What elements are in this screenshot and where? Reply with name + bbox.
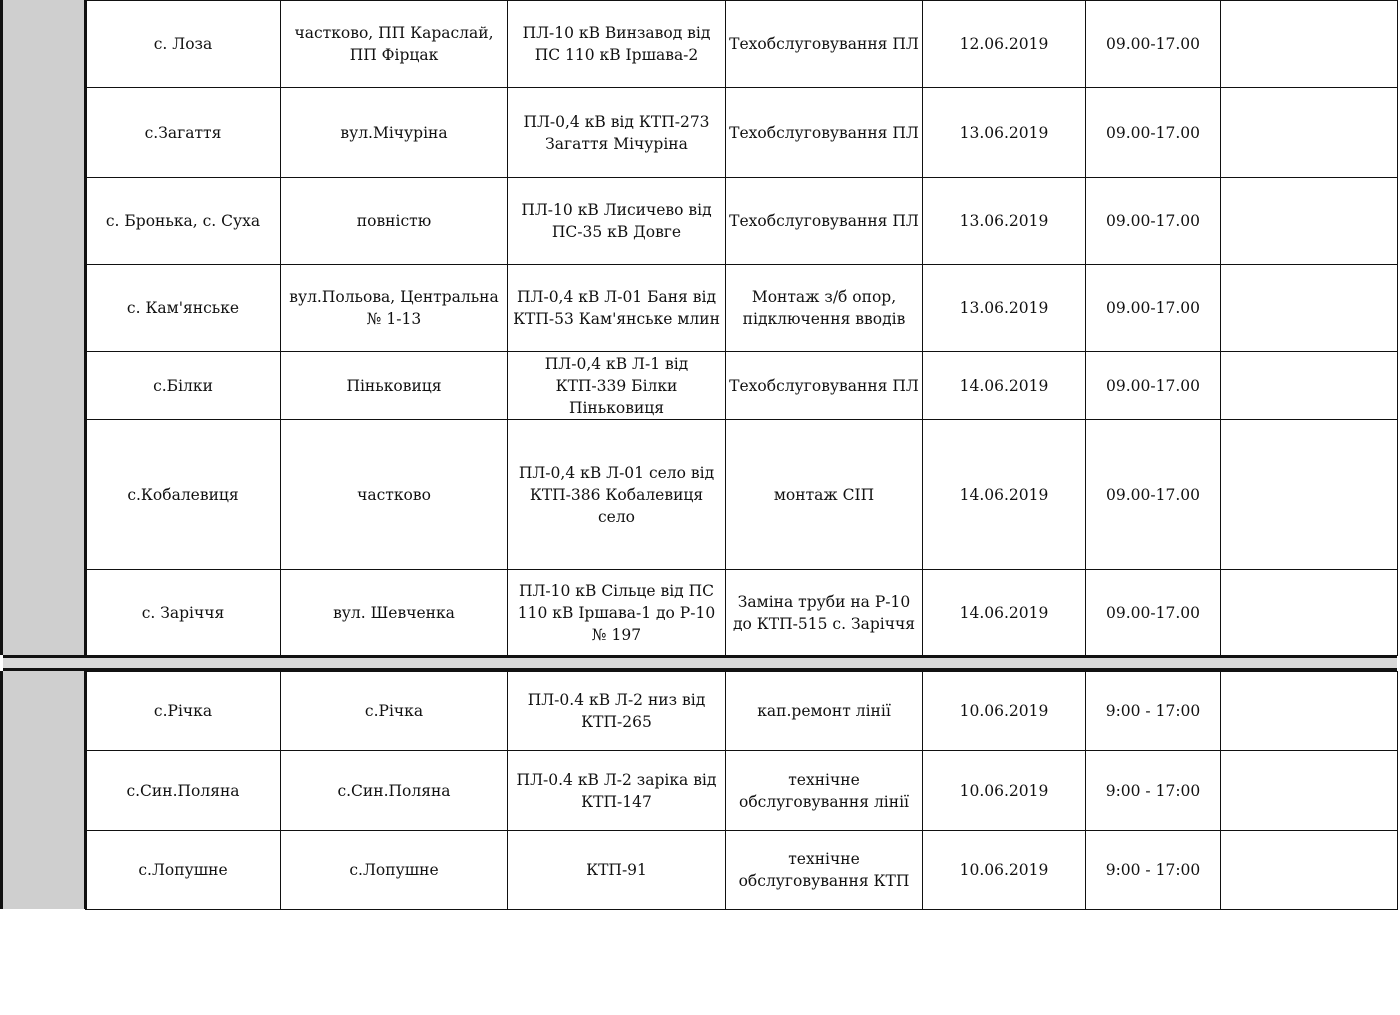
time-cell: 09.00-17.00 bbox=[1086, 420, 1221, 570]
district-column-1 bbox=[3, 0, 84, 655]
time-cell: 9:00 - 17:00 bbox=[1086, 672, 1221, 751]
power-line-cell: ПЛ-0,4 кВ Л-1 від КТП-339 Білки Піньковиця bbox=[508, 352, 726, 420]
border-left bbox=[0, 0, 3, 655]
streets-cell: частково bbox=[281, 420, 508, 570]
power-line-cell: ПЛ-0.4 кВ Л-2 заріка від КТП-147 bbox=[508, 751, 726, 831]
power-line-cell: ПЛ-0,4 кВ від КТП-273 Загаття Мічуріна bbox=[508, 88, 726, 178]
streets-cell: вул. Шевченка bbox=[281, 570, 508, 656]
work-type-cell: технічне обслуговування КТП bbox=[726, 831, 923, 910]
note-cell bbox=[1221, 1, 1398, 88]
work-type-cell: Техобслуговування ПЛ bbox=[726, 1, 923, 88]
power-line-cell: ПЛ-10 кВ Сільце від ПС 110 кВ Іршава-1 до Р-10 № 197 bbox=[508, 570, 726, 656]
streets-cell: с.Син.Поляна bbox=[281, 751, 508, 831]
note-cell bbox=[1221, 420, 1398, 570]
settlement-cell: с.Річка bbox=[86, 672, 281, 751]
date-cell: 12.06.2019 bbox=[923, 1, 1086, 88]
settlement-cell: с.Лопушне bbox=[86, 831, 281, 910]
work-type-cell: технічне обслуговування лінії bbox=[726, 751, 923, 831]
schedule-table-2 bbox=[85, 671, 1398, 910]
work-type-cell: кап.ремонт лінії bbox=[726, 672, 923, 751]
section-separator bbox=[3, 655, 1397, 671]
streets-cell: частково, ПП Караслай, ПП Фірцак bbox=[281, 1, 508, 88]
work-type-cell: Заміна труби на Р-10 до КТП-515 с. Заріччя bbox=[726, 570, 923, 656]
district-column-2 bbox=[3, 671, 84, 909]
streets-cell: вул.Мічуріна bbox=[281, 88, 508, 178]
table-row bbox=[86, 178, 1398, 265]
table-row bbox=[86, 570, 1398, 656]
table-row bbox=[86, 88, 1398, 178]
work-type-cell: Техобслуговування ПЛ bbox=[726, 88, 923, 178]
settlement-cell: с.Білки bbox=[86, 352, 281, 420]
time-cell: 09.00-17.00 bbox=[1086, 570, 1221, 656]
time-cell: 09.00-17.00 bbox=[1086, 352, 1221, 420]
date-cell: 13.06.2019 bbox=[923, 88, 1086, 178]
table-row bbox=[86, 420, 1398, 570]
table-row bbox=[86, 352, 1398, 420]
work-type-cell: Техобслуговування ПЛ bbox=[726, 178, 923, 265]
table-row bbox=[86, 265, 1398, 352]
schedule-table-1 bbox=[85, 0, 1398, 656]
settlement-cell: с. Бронька, с. Суха bbox=[86, 178, 281, 265]
border-left bbox=[0, 671, 3, 909]
time-cell: 09.00-17.00 bbox=[1086, 88, 1221, 178]
date-cell: 10.06.2019 bbox=[923, 831, 1086, 910]
streets-cell: Піньковиця bbox=[281, 352, 508, 420]
power-line-cell: ПЛ-0,4 кВ Л-01 село від КТП-386 Кобалевиця село bbox=[508, 420, 726, 570]
settlement-cell: с. Лоза bbox=[86, 1, 281, 88]
date-cell: 10.06.2019 bbox=[923, 672, 1086, 751]
date-cell: 13.06.2019 bbox=[923, 178, 1086, 265]
settlement-cell: с.Кобалевиця bbox=[86, 420, 281, 570]
time-cell: 09.00-17.00 bbox=[1086, 265, 1221, 352]
note-cell bbox=[1221, 570, 1398, 656]
time-cell: 9:00 - 17:00 bbox=[1086, 831, 1221, 910]
note-cell bbox=[1221, 178, 1398, 265]
streets-cell: с.Лопушне bbox=[281, 831, 508, 910]
note-cell bbox=[1221, 352, 1398, 420]
date-cell: 13.06.2019 bbox=[923, 265, 1086, 352]
note-cell bbox=[1221, 751, 1398, 831]
note-cell bbox=[1221, 831, 1398, 910]
power-line-cell: ПЛ-0.4 кВ Л-2 низ від КТП-265 bbox=[508, 672, 726, 751]
power-line-cell: ПЛ-10 кВ Лисичево від ПС-35 кВ Довге bbox=[508, 178, 726, 265]
date-cell: 14.06.2019 bbox=[923, 420, 1086, 570]
time-cell: 09.00-17.00 bbox=[1086, 178, 1221, 265]
date-cell: 14.06.2019 bbox=[923, 570, 1086, 656]
table-row bbox=[86, 672, 1398, 751]
streets-cell: с.Річка bbox=[281, 672, 508, 751]
work-type-cell: Техобслуговування ПЛ bbox=[726, 352, 923, 420]
power-line-cell: ПЛ-10 кВ Винзавод від ПС 110 кВ Іршава-2 bbox=[508, 1, 726, 88]
date-cell: 14.06.2019 bbox=[923, 352, 1086, 420]
note-cell bbox=[1221, 265, 1398, 352]
date-cell: 10.06.2019 bbox=[923, 751, 1086, 831]
table-row bbox=[86, 831, 1398, 910]
settlement-cell: с. Кам'янське bbox=[86, 265, 281, 352]
work-type-cell: монтаж СІП bbox=[726, 420, 923, 570]
table-row bbox=[86, 751, 1398, 831]
time-cell: 9:00 - 17:00 bbox=[1086, 751, 1221, 831]
work-type-cell: Монтаж з/б опор, підключення вводів bbox=[726, 265, 923, 352]
settlement-cell: с. Заріччя bbox=[86, 570, 281, 656]
table-row bbox=[86, 1, 1398, 88]
time-cell: 09.00-17.00 bbox=[1086, 1, 1221, 88]
power-line-cell: КТП-91 bbox=[508, 831, 726, 910]
streets-cell: повністю bbox=[281, 178, 508, 265]
note-cell bbox=[1221, 88, 1398, 178]
power-line-cell: ПЛ-0,4 кВ Л-01 Баня від КТП-53 Кам'янське млин bbox=[508, 265, 726, 352]
settlement-cell: с.Загаття bbox=[86, 88, 281, 178]
settlement-cell: с.Син.Поляна bbox=[86, 751, 281, 831]
note-cell bbox=[1221, 672, 1398, 751]
streets-cell: вул.Польова, Центральна № 1-13 bbox=[281, 265, 508, 352]
